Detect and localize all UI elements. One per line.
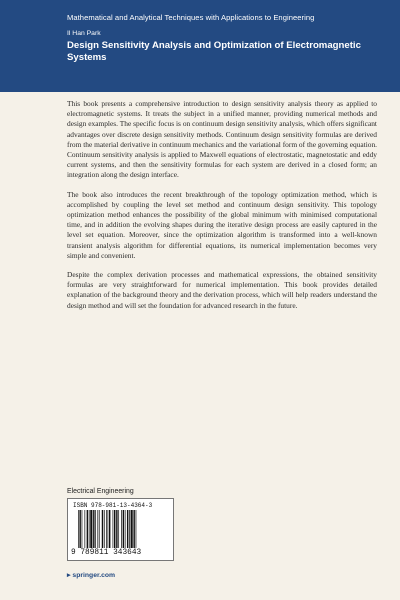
- description-paragraph: Despite the complex derivation processes and mathematical expressions, the obtained sensitivity formulas are very straightforward for numerical implementation. This book provides detailed explanation of the background theory and the derivation process, which will help readers understand the design method and will set the foundation for advanced research in the future.: [67, 270, 377, 310]
- barcode-box: [67, 498, 174, 561]
- website-label: springer.com: [72, 572, 116, 579]
- series-title: Mathematical and Analytical Techniques with Applications to Engineering: [67, 13, 315, 22]
- author-name: Il Han Park: [67, 30, 101, 37]
- isbn-label: ISBN 978-981-13-4364-3: [73, 502, 153, 509]
- book-description: [67, 99, 377, 320]
- publisher-website[interactable]: [67, 571, 115, 579]
- description-paragraph: This book presents a comprehensive introduction to design sensitivity analysis theory as applied to electromagnetic systems. It treats the subject in a unified manner, providing numerical methods and design examples. The specific focus is on continuum design sensitivity analysis, which offers significant advantages over discrete design sensitivity methods. Continuum design sensitivity formulas are derived from the material derivative in continuum mechanics and the variational form of the governing equation. Continuum sensitivity analysis is applied to Maxwell equations of electrostatic, magnetostatic and eddy current systems, and then the sensitivity formulas for each system are derived in a closed form; an integration along the design interface.: [67, 99, 377, 180]
- arrow-icon: ▸: [67, 572, 71, 579]
- book-title: Design Sensitivity Analysis and Optimization of Electromagnetic Systems: [67, 40, 361, 63]
- series-header: [0, 0, 400, 92]
- ean-digits: 9 789811 343643: [71, 549, 142, 557]
- description-paragraph: The book also introduces the recent breakthrough of the topology optimization method, which is accomplished by coupling the level set method and continuum design sensitivity. This topology optimization method enhances the possibility of the global minimum with minimised computational time, and in addition the evolving shapes during the iterative design process are easily captured in the level set equation. Moreover, since the optimization algorithm is transformed into a well-known transient analysis algorithm for differential equations, its numerical implementation becomes very simple and convenient.: [67, 189, 377, 260]
- barcode-bars: [78, 510, 170, 548]
- subject-category: Electrical Engineering: [67, 488, 134, 495]
